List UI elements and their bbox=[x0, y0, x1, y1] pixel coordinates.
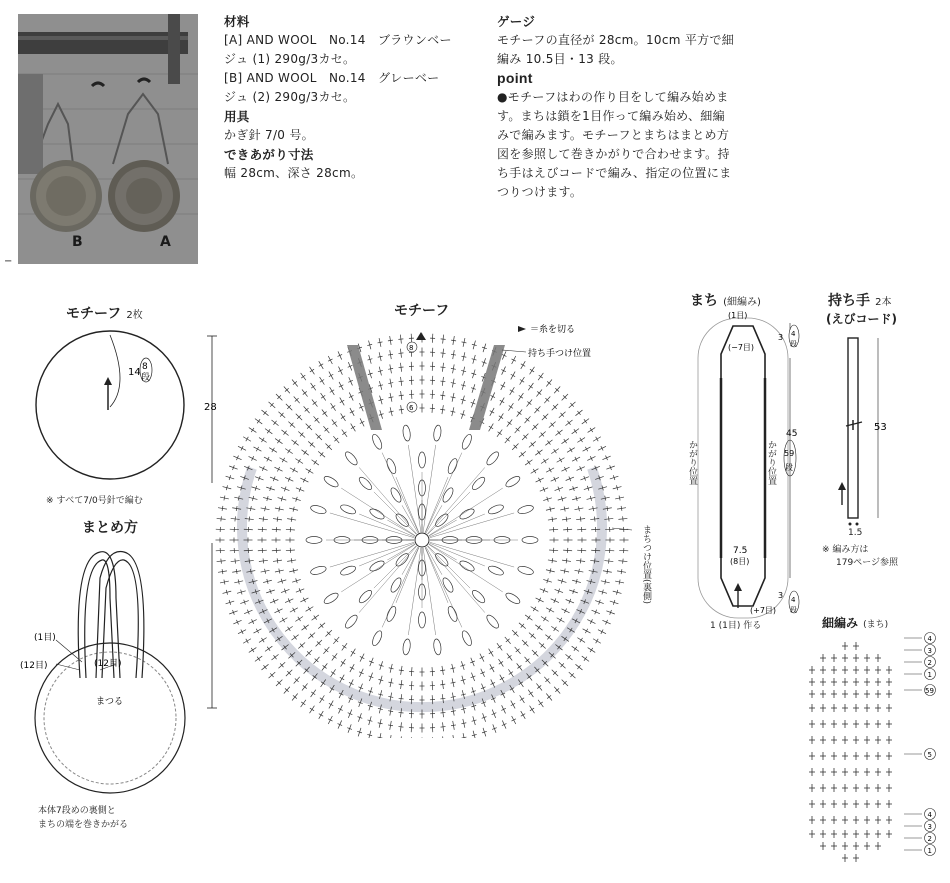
materials-line: ジュ (1) 290g/3カセ。 bbox=[224, 52, 356, 66]
motif-chart-legend: ＝糸を切る bbox=[530, 325, 576, 335]
motif-small-diagram bbox=[30, 325, 195, 490]
materials-line: [B] AND WOOL No.14 グレーベー bbox=[224, 71, 440, 85]
size-text: 幅 28cm、深さ 28cm。 bbox=[224, 166, 364, 180]
sc-row-label: 5 bbox=[927, 751, 932, 759]
gusset-dec: (−7目) bbox=[728, 343, 755, 352]
gusset-length: 45 bbox=[786, 429, 798, 439]
sc-row-label: 59 bbox=[925, 687, 934, 695]
sc-chart-title: 細編み bbox=[822, 616, 859, 630]
gusset-bottom-rows-suffix: 段 bbox=[790, 606, 797, 614]
handle-subtitle: (えびコード) bbox=[826, 312, 897, 326]
bags-illustration bbox=[18, 14, 198, 264]
gusset-length-suffix: 段 bbox=[785, 463, 793, 472]
sc-row-label: 3 bbox=[927, 823, 932, 831]
gusset-right-side: かがり位置 bbox=[766, 440, 776, 485]
materials-heading: 材料 bbox=[224, 14, 250, 29]
gusset-width-st: (8目) bbox=[730, 557, 750, 566]
handle-width: 1.5 bbox=[848, 528, 863, 538]
assembly-note-2: まちの端を巻きかがる bbox=[38, 820, 129, 830]
gusset-length-rows: 59 bbox=[784, 449, 795, 458]
assembly-label-12b: (12目) bbox=[94, 659, 122, 669]
point-line: ●モチーフはわの作り目をして編み始めま bbox=[497, 90, 729, 104]
assembly-label-12a: (12目) bbox=[20, 661, 48, 671]
gusset-subtitle: (細編み) bbox=[723, 297, 761, 308]
point-line: 図を参照して巻きかがりで合わせます。持 bbox=[497, 147, 730, 161]
motif-chart-title: モチーフ bbox=[394, 303, 450, 319]
sc-chart-row-labels bbox=[904, 633, 936, 856]
sc-row-label: 4 bbox=[927, 635, 932, 643]
gusset-title: まち bbox=[690, 293, 718, 309]
handle-title-wrap bbox=[828, 290, 891, 310]
gauge-block bbox=[497, 12, 787, 202]
product-photo bbox=[18, 14, 198, 264]
handle-note-1: ※ 編み方は bbox=[822, 545, 869, 555]
point-line: す。まちは鎖を1目作って編み始め、細編 bbox=[497, 109, 725, 123]
gauge-heading: ゲージ bbox=[497, 14, 536, 29]
point-line: つりつけます。 bbox=[497, 185, 583, 199]
gusset-bottom-rows-label: 4 bbox=[791, 596, 796, 604]
gusset-inc: (+7目) bbox=[750, 606, 777, 615]
motif-chart-row8: 8 bbox=[409, 344, 414, 352]
gauge-line: モチーフの直径が 28cm。10cm 平方で細 bbox=[497, 33, 735, 47]
gusset-left-side: かがり位置 bbox=[687, 440, 697, 485]
sc-chart bbox=[798, 628, 948, 878]
handle-count: 2本 bbox=[875, 297, 892, 308]
point-heading: point bbox=[497, 70, 533, 86]
motif-small-radius: 14 bbox=[128, 367, 141, 378]
sc-chart-grid bbox=[809, 642, 892, 862]
gusset-title-wrap bbox=[690, 290, 761, 310]
assembly-label-sew: まつる bbox=[96, 697, 124, 707]
motif-small-title-wrap bbox=[66, 303, 143, 323]
motif-small-rows: 8 bbox=[142, 362, 148, 372]
handle-length: 53 bbox=[874, 422, 887, 433]
assembly-title: まとめ方 bbox=[82, 520, 138, 536]
assembly-diagram bbox=[20, 538, 220, 798]
motif-chart-rings bbox=[216, 334, 629, 739]
materials-line: ジュ (2) 290g/3カセ。 bbox=[224, 90, 356, 104]
gusset-width: 7.5 bbox=[733, 546, 748, 556]
point-line: みで編みます。モチーフとまちはまとめ方 bbox=[497, 128, 730, 142]
motif-small-count: 2枚 bbox=[126, 310, 143, 321]
tools-heading: 用具 bbox=[224, 109, 250, 124]
motif-small-title: モチーフ bbox=[66, 306, 122, 322]
motif-chart-height: 28 bbox=[204, 402, 217, 413]
gusset-top-rows: 3 bbox=[778, 333, 784, 342]
sc-row-label: 1 bbox=[927, 847, 932, 855]
handle-diagram bbox=[830, 330, 900, 530]
size-heading: できあがり寸法 bbox=[224, 147, 314, 162]
sc-row-label: 4 bbox=[927, 811, 932, 819]
gusset-top-rows-suffix: 段 bbox=[790, 340, 797, 348]
sc-chart-subtitle: (まち) bbox=[863, 620, 889, 630]
sc-row-label: 1 bbox=[927, 671, 932, 679]
sc-row-label: 3 bbox=[927, 647, 932, 655]
sc-row-label: 2 bbox=[927, 659, 932, 667]
motif-chart bbox=[200, 318, 660, 738]
motif-small-rows-suffix: 段 bbox=[141, 373, 151, 383]
motif-small-note: ※ すべて7/0号針で編む bbox=[46, 496, 143, 506]
handle-title: 持ち手 bbox=[828, 293, 870, 309]
materials-line: [A] AND WOOL No.14 ブラウンベー bbox=[224, 33, 452, 47]
gusset-start: 1 (1目) 作る bbox=[710, 621, 762, 631]
motif-chart-row6: 6 bbox=[409, 404, 414, 412]
tools-text: かぎ針 7/0 号。 bbox=[224, 128, 314, 142]
motif-chart-gusset-pos: まちつけ位置(裏側) bbox=[641, 525, 651, 605]
motif-chart-handle-pos: 持ち手つけ位置 bbox=[528, 349, 592, 359]
dash-mark: − bbox=[4, 256, 13, 267]
gusset-top-rows-label: 4 bbox=[791, 330, 796, 338]
handle-note-2: 179ページ参照 bbox=[836, 558, 898, 568]
gusset-diagram bbox=[680, 308, 820, 638]
gusset-bottom-rows: 3 bbox=[778, 591, 784, 600]
point-line: ち手はえびコードで編み、指定の位置にま bbox=[497, 166, 732, 180]
photo-label-b: B bbox=[72, 234, 83, 250]
gusset-top-st: (1目) bbox=[728, 311, 748, 320]
gauge-line: 編み 10.5目・13 段。 bbox=[497, 52, 623, 66]
photo-label-a: A bbox=[160, 234, 171, 250]
sc-row-label: 2 bbox=[927, 835, 932, 843]
assembly-label-1: (1目) bbox=[34, 633, 56, 643]
assembly-note-1b: 本体7段めの裏側と bbox=[38, 806, 116, 816]
materials-block bbox=[224, 12, 484, 183]
